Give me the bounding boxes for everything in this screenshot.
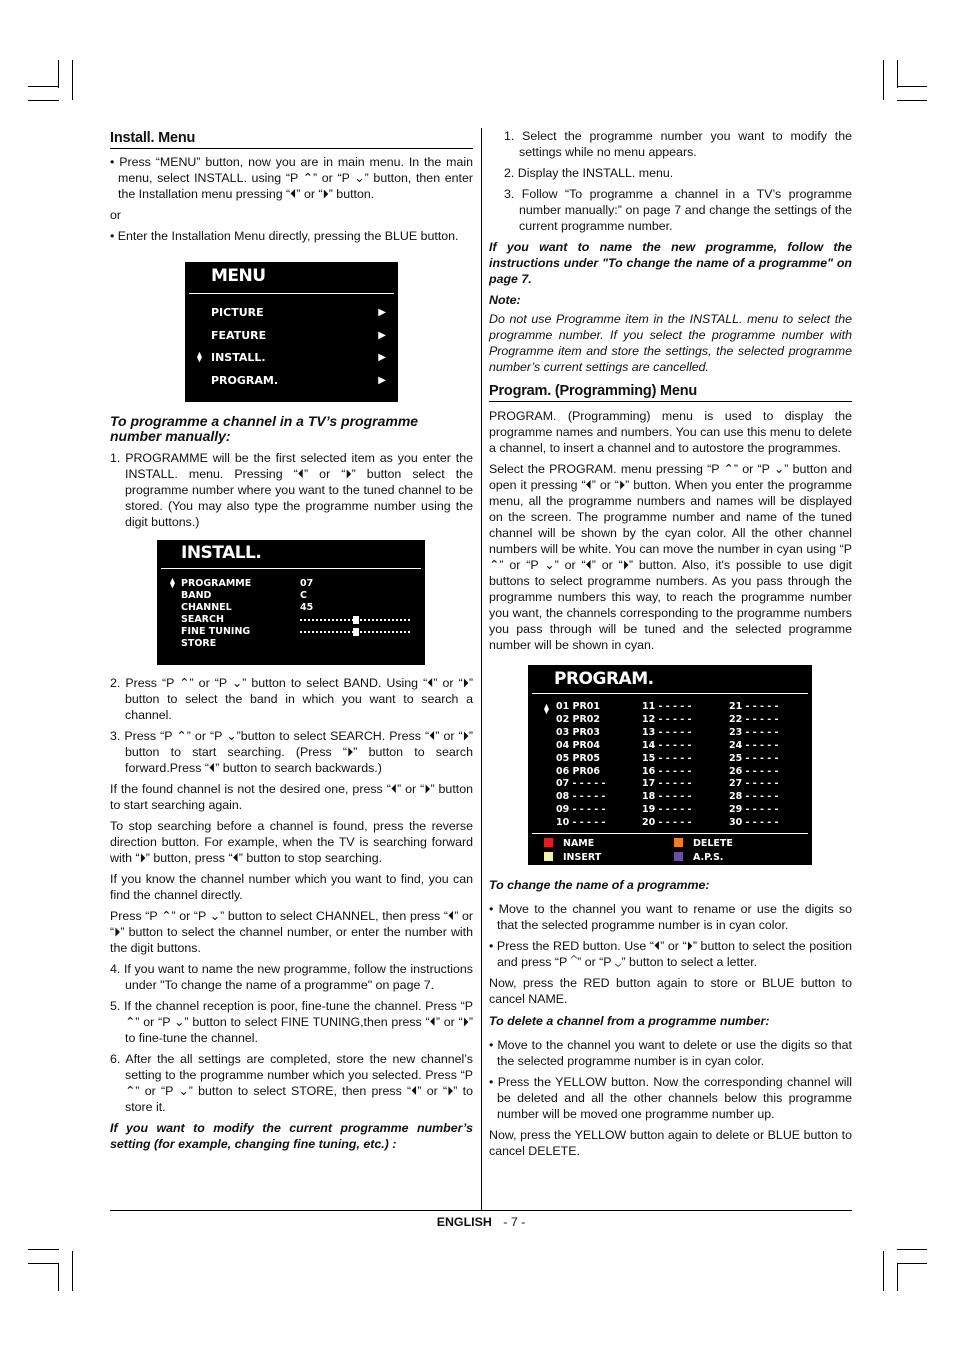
- programme-entry: 08 - - - - -: [556, 791, 606, 803]
- programme-entry: 02 PR02: [556, 713, 601, 725]
- program-osd-title: PROGRAM.: [554, 669, 654, 689]
- modify-setting-heading: If you want to modify the current programme number’s setting (for example, changing fine tuning, etc.) :: [110, 1121, 473, 1151]
- programme-entry: 26 - - - - -: [729, 765, 779, 777]
- programme-entry: 01 PR01: [556, 701, 601, 712]
- programme-entry: 17 - - - - -: [642, 778, 692, 790]
- programme-entry: 18 - - - - -: [642, 791, 692, 803]
- install-row-channel: CHANNEL 45: [181, 602, 314, 613]
- arrow-right-icon: ▶: [378, 352, 386, 363]
- crop-mark: [897, 86, 927, 87]
- footer-page-number: - 7 -: [503, 1215, 526, 1229]
- change-name-bullet-1: • Move to the channel you want to rename or use the digits so that the selected programme number is in cyan color.: [489, 902, 852, 932]
- delete-channel-heading: To delete a channel from a programme number:: [489, 1014, 770, 1028]
- program-menu-heading: Program. (Programming) Menu: [489, 383, 852, 402]
- program-menu-para-2: Select the PROGRAM. menu pressing “P ⌃” or “P ⌄” button and open it pressing “⏴” or “⏵” button. When you enter the programme menu, all the programme numbers and names will be displayed on the screen. The programme number and name of the tuned channel will be shown by the cyan color. All the other channel numbers will be white. You can move the number in cyan using “P ⌃” or “P ⌄” or “⏴” or “⏵” button. Also, it's possible to use digit buttons to select programme numbers. As you pass through the programme numbers this way, to reach the programme number you want, the channels corresponding to the programme numbers you pass through will be tuned and the selected programme number will be shown in cyan.: [489, 462, 852, 652]
- program-list-col-2: [642, 701, 691, 830]
- note-label: Note:: [489, 293, 521, 307]
- modify-step-1: 1. Select the programme number you want to modify the settings while no menu appears.: [504, 129, 852, 159]
- fine-tuning-slider-thumb: [353, 628, 359, 636]
- install-row-store: STORE: [181, 638, 217, 649]
- crop-mark: [883, 60, 884, 100]
- or-text: or: [110, 208, 122, 222]
- install-bullet-2: • Enter the Installation Menu directly, pressing the BLUE button.: [110, 229, 459, 243]
- direct-channel-para: If you know the channel number which you want to find, you can find the channel directly.: [110, 872, 473, 902]
- programme-entry: 09 - - - - -: [556, 804, 606, 816]
- crop-mark: [897, 1263, 898, 1291]
- stop-search-para: To stop searching before a channel is found, press the reverse direction button. For example, when the TV is searching forward with “⏵” button, press “⏴” button to stop searching.: [110, 819, 473, 865]
- programme-entry: 29 - - - - -: [729, 804, 779, 816]
- legend-insert: INSERT: [544, 851, 601, 865]
- programme-entry: 14 - - - - -: [642, 739, 692, 751]
- red-key-swatch: [544, 838, 553, 847]
- program-list-col-3: [729, 701, 778, 830]
- programme-entry: 16 - - - - -: [642, 765, 692, 777]
- programme-entry: 15 - - - - -: [642, 752, 692, 764]
- arrow-right-icon: ▶: [378, 329, 386, 341]
- change-name-para: Now, press the RED button again to store or BLUE button to cancel NAME.: [489, 976, 852, 1006]
- step-4: 4. If you want to name the new programme, follow the instructions under "To change the name of a programme" on page 7.: [110, 962, 473, 992]
- install-osd-title: INSTALL.: [181, 543, 262, 563]
- programme-entry: 25 - - - - -: [729, 752, 779, 764]
- pointer-icon: ⧫: [170, 578, 175, 589]
- program-list-col-1: [556, 701, 605, 830]
- step-5: 5. If the channel reception is poor, fine-tune the channel. Press “P ⌃” or “P ⌄” button to select FINE TUNING,then press “⏴” or “⏵” to fine-tune the channel.: [110, 999, 473, 1045]
- programme-entry: 23 - - - - -: [729, 726, 779, 738]
- change-name-bullet-2: • Press the RED button. Use “⏴” or “⏵” button to select the position and press “P ⌃” or “P ⌄” button to select a letter.: [489, 939, 852, 969]
- orange-key-swatch: [674, 838, 683, 847]
- programme-entry: 24 - - - - -: [729, 739, 779, 751]
- page-footer: [110, 1210, 852, 1229]
- crop-mark: [897, 60, 898, 88]
- programme-entry: 28 - - - - -: [729, 791, 779, 803]
- programme-entry: 27 - - - - -: [729, 778, 779, 790]
- crop-mark: [28, 1249, 59, 1250]
- manual-programming-heading: To programme a channel in a TV’s programme number manually:: [110, 413, 419, 444]
- legend-name: NAME: [544, 837, 594, 851]
- crop-mark: [897, 1263, 927, 1264]
- programme-entry: 10 - - - - -: [556, 817, 606, 829]
- menu-item-program: PROGRAM. ▶: [211, 370, 386, 393]
- arrow-right-icon: ▶: [378, 307, 386, 318]
- menu-osd-divider: [189, 293, 394, 294]
- menu-osd-list: [197, 302, 386, 392]
- search-slider-thumb: [353, 616, 359, 624]
- install-osd-screenshot: [157, 540, 425, 665]
- step-6: 6. After the all settings are completed, store the new channel’s setting to the programme number which you selected. Press “P ⌃” or “P ⌄” button to select STORE, then press “⏴” or “⏵” to store it.: [110, 1052, 473, 1114]
- menu-item-picture: PICTURE ▶: [211, 302, 386, 325]
- install-row-programme: ⧫ PROGRAMME 07: [170, 578, 314, 589]
- arrow-right-icon: ▶: [378, 374, 386, 386]
- modify-step-3: 3. Follow “To programme a channel in a TV’s programme number manually:” on page 7 and change the settings of the current programme number.: [504, 187, 852, 233]
- programme-entry: 11 - - - - -: [642, 701, 692, 712]
- footer-language: ENGLISH: [436, 1215, 492, 1229]
- delete-bullet-2: • Press the YELLOW button. Now the corresponding channel will be deleted and all the other channels below this programme number will be moved one programme number up.: [489, 1075, 852, 1121]
- programme-entry: 20 - - - - -: [642, 817, 692, 829]
- programme-entry: 19 - - - - -: [642, 804, 692, 816]
- menu-osd-title: MENU: [211, 266, 266, 286]
- programme-entry: 06 PR06: [556, 765, 601, 777]
- note-text: Do not use Programme item in the INSTALL. menu to select the programme number. If you select the programme number with Programme item and store the settings, the selected programme number’s current settings are cancelled.: [489, 312, 852, 374]
- yellow-key-swatch: [544, 852, 553, 861]
- install-row-band: BAND C: [181, 590, 307, 601]
- install-osd-divider: [161, 568, 421, 569]
- name-programme-note: If you want to name the new programme, follow the instructions under "To change the name of a programme" on page 7.: [489, 240, 852, 286]
- step-1: 1. PROGRAMME will be the first selected item as you enter the INSTALL. menu. Pressing “⏴” or “⏵” button select the programme number where you want to the tuned channel to be stored. (You may also type the programme number using the digit buttons.): [110, 451, 473, 529]
- change-name-heading: To change the name of a programme:: [489, 878, 710, 892]
- pointer-icon: ⧫: [544, 704, 549, 715]
- crop-mark: [28, 1263, 59, 1264]
- program-osd-divider: [532, 693, 808, 694]
- left-column: [110, 128, 473, 1157]
- programme-entry: 21 - - - - -: [729, 701, 779, 712]
- crop-mark: [72, 1251, 73, 1291]
- menu-item-feature: FEATURE ▶: [211, 325, 386, 348]
- crop-mark: [897, 100, 927, 101]
- crop-mark: [28, 100, 59, 101]
- programme-entry: 22 - - - - -: [729, 713, 779, 725]
- install-menu-heading: Install. Menu: [110, 130, 473, 149]
- programme-entry: 30 - - - - -: [729, 817, 779, 829]
- crop-mark: [897, 1249, 927, 1250]
- programme-entry: 04 PR04: [556, 739, 601, 751]
- search-again-para: If the found channel is not the desired one, press “⏴” or “⏵” button to start searching again.: [110, 782, 473, 812]
- crop-mark: [883, 1251, 884, 1291]
- programme-entry: 13 - - - - -: [642, 726, 692, 738]
- delete-para: Now, press the YELLOW button again to delete or BLUE button to cancel DELETE.: [489, 1128, 852, 1158]
- blue-key-swatch: [674, 852, 683, 861]
- crop-mark: [58, 60, 59, 88]
- programme-entry: 12 - - - - -: [642, 713, 692, 725]
- menu-osd-screenshot: [185, 262, 398, 402]
- legend-aps: A.P.S.: [674, 851, 723, 865]
- programme-entry: 03 PR03: [556, 726, 601, 738]
- programme-entry: 05 PR05: [556, 752, 601, 764]
- program-menu-para-1: PROGRAM. (Programming) menu is used to display the programme names and numbers. You can use this menu to delete a channel, to insert a channel and to autostore the programmes.: [489, 409, 852, 455]
- pointer-icon: ⧫: [197, 352, 202, 363]
- step-3: 3. Press “P ⌃” or “P ⌄”button to select SEARCH. Press “⏴” or “⏵” button to start searching. (Press “⏵” button to search forward.Press “⏴” button to search backwards.): [110, 729, 473, 775]
- install-row-search: SEARCH: [181, 614, 417, 626]
- right-column: [489, 128, 852, 1164]
- crop-mark: [28, 86, 59, 87]
- crop-mark: [58, 1263, 59, 1291]
- column-separator: [481, 128, 482, 1210]
- legend-delete: DELETE: [674, 837, 733, 851]
- program-osd-divider-bottom: [532, 833, 808, 834]
- step-2: 2. Press “P ⌃” or “P ⌄” button to select BAND. Using “⏴” or “⏵” button to select the band in which you want to search a channel.: [110, 676, 473, 722]
- modify-step-2: 2. Display the INSTALL. menu.: [504, 166, 674, 180]
- install-osd-rows: [170, 578, 417, 650]
- install-row-fine-tuning: FINE TUNING: [181, 626, 417, 638]
- program-osd-screenshot: [528, 665, 812, 865]
- install-bullet-1: • Press “MENU” button, now you are in main menu. In the main menu, select INSTALL. using “P ⌃” or “P ⌄” button, then enter the Installation menu pressing “⏴” or “⏵” button.: [110, 155, 473, 201]
- crop-mark: [72, 60, 73, 100]
- select-channel-para: Press “P ⌃” or “P ⌄” button to select CHANNEL, then press “⏴” or “⏵” button to select the channel number, or enter the number with the digit buttons.: [110, 909, 473, 955]
- menu-item-install: ⧫ INSTALL. ▶: [211, 347, 386, 370]
- programme-entry: 07 - - - - -: [556, 778, 606, 790]
- delete-bullet-1: • Move to the channel you want to delete or use the digits so that the selected programme number is in cyan color.: [489, 1038, 852, 1068]
